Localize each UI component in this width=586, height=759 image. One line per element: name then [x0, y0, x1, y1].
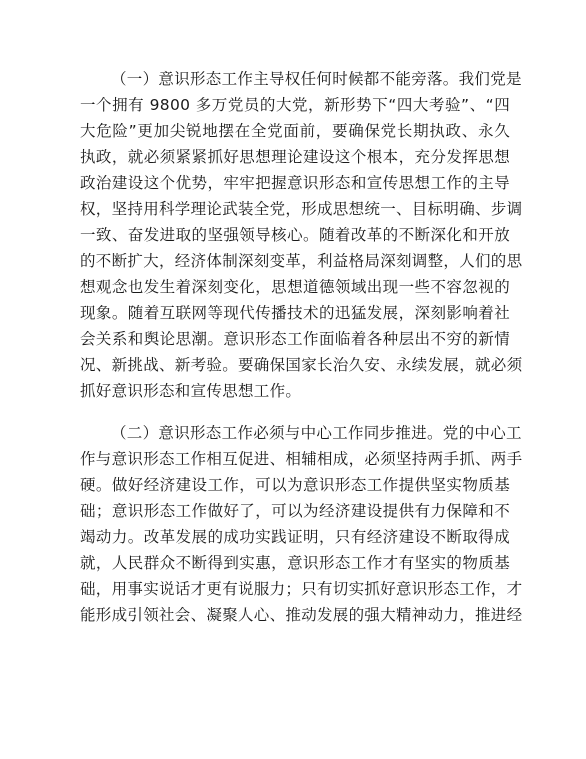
text-line: 一个拥有 9800 多万党员的大党，新形势下“四大考验”、“四 — [80, 96, 510, 114]
text-line: 能形成引领社会、凝聚人心、推动发展的强大精神动力，推进经 — [80, 606, 523, 624]
text-line: 会关系和舆论思潮。意识形态工作面临着各种层出不穷的新情 — [80, 330, 510, 348]
text-line: 抓好意识形态和宣传思想工作。 — [80, 382, 302, 400]
text-line: （二）意识形态工作必须与中心工作同步推进。党的中心工 — [111, 424, 522, 442]
text-line: 一致、奋发进取的坚强领导核心。随着改革的不断深化和开放 — [80, 226, 510, 244]
paragraph-1 — [80, 66, 523, 404]
text-line: 的不断扩大，经济体制深刻变革，利益格局深刻调整，人们的思 — [80, 252, 523, 270]
text-line: 硬。做好经济建设工作，可以为意识形态工作提供坚实物质基 — [80, 476, 510, 494]
text-line: 权，坚持用科学理论武装全党，形成思想统一、目标明确、步调 — [80, 200, 523, 218]
text-line: 础；意识形态工作做好了，可以为经济建设提供有力保障和不 — [80, 502, 510, 520]
text-line: 大危险”更加尖锐地摆在全党面前，要确保党长期执政、永久 — [80, 122, 510, 140]
text-line: 政治建设这个优势，牢牢把握意识形态和宣传思想工作的主导 — [80, 174, 510, 192]
text-line: 况、新挑战、新考验。要确保国家长治久安、永续发展，就必须 — [80, 356, 523, 374]
document-body — [80, 66, 523, 644]
text-line: 础，用事实说话才更有说服力；只有切实抓好意识形态工作，才 — [80, 580, 523, 598]
text-line: 作与意识形态工作相互促进、相辅相成，必须坚持两手抓、两手 — [80, 450, 523, 468]
text-line: （一）意识形态工作主导权任何时候都不能旁落。我们党是 — [111, 70, 522, 88]
text-line: 就，人民群众不断得到实惠，意识形态工作才有坚实的物质基 — [80, 554, 510, 572]
text-line: 竭动力。改革发展的成功实践证明，只有经济建设不断取得成 — [80, 528, 510, 546]
paragraph-2 — [80, 420, 523, 628]
text-line: 现象。随着互联网等现代传播技术的迅猛发展，深刻影响着社 — [80, 304, 510, 322]
text-line: 想观念也发生着深刻变化，思想道德领域出现一些不容忽视的 — [80, 278, 510, 296]
text-line: 执政，就必须紧紧抓好思想理论建设这个根本，充分发挥思想 — [80, 148, 510, 166]
